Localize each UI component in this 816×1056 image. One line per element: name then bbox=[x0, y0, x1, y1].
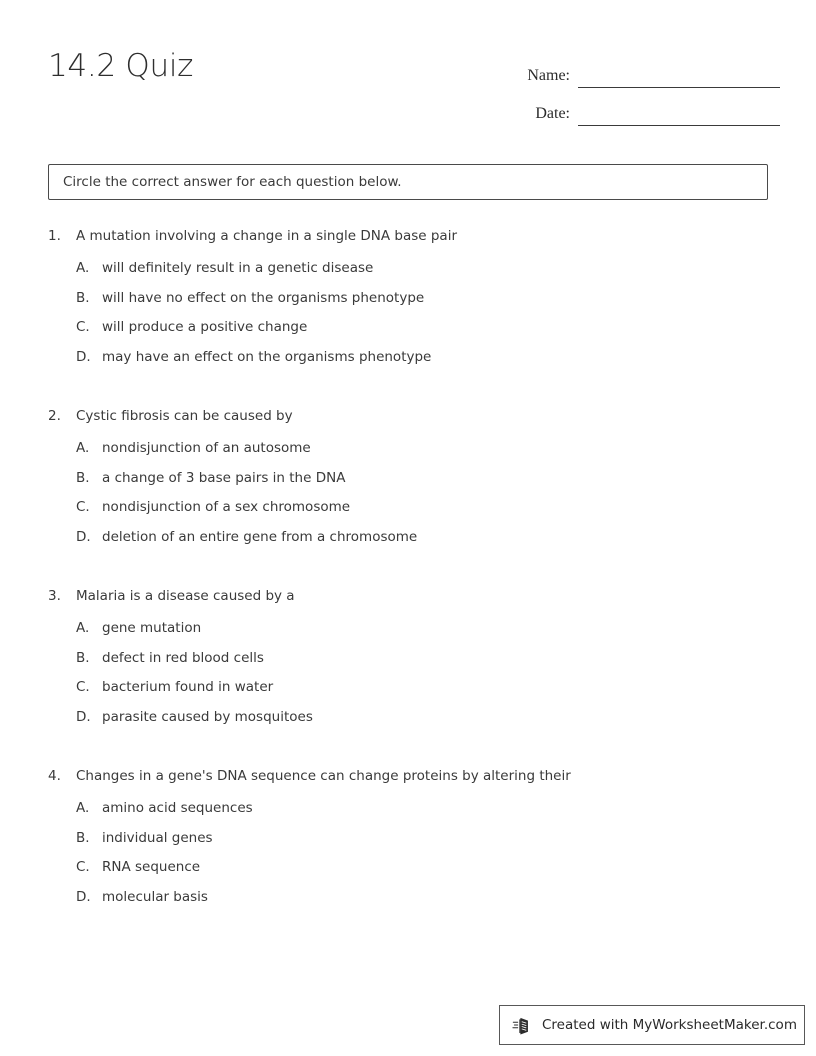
option-letter: C. bbox=[76, 679, 90, 695]
answer-options bbox=[0, 260, 816, 378]
answer-option[interactable] bbox=[76, 470, 816, 500]
name-field-label: Name: bbox=[527, 67, 570, 84]
date-field-label: Date: bbox=[535, 105, 570, 122]
answer-option[interactable] bbox=[76, 260, 816, 290]
option-letter: D. bbox=[76, 348, 91, 365]
answer-options bbox=[0, 440, 816, 558]
answer-option[interactable] bbox=[76, 319, 816, 349]
answer-option[interactable] bbox=[76, 499, 816, 529]
date-write-in-line[interactable] bbox=[578, 103, 780, 126]
option-letter: C. bbox=[76, 319, 90, 335]
answer-option[interactable] bbox=[76, 440, 816, 470]
question-text: A mutation involving a change in a single DNA base pair bbox=[76, 228, 458, 244]
question-heading bbox=[0, 588, 816, 604]
option-text: amino acid sequences bbox=[102, 800, 253, 816]
question-block bbox=[0, 588, 816, 738]
name-date-fields bbox=[500, 50, 780, 126]
option-text: defect in red blood cells bbox=[102, 649, 264, 666]
answer-option[interactable] bbox=[76, 889, 816, 919]
answer-option[interactable] bbox=[76, 650, 816, 680]
option-letter: A. bbox=[76, 440, 90, 456]
question-heading bbox=[0, 228, 816, 244]
answer-option[interactable] bbox=[76, 709, 816, 739]
answer-option[interactable] bbox=[76, 529, 816, 559]
question-number: 1. bbox=[48, 228, 61, 244]
option-letter: B. bbox=[76, 829, 90, 846]
option-text: deletion of an entire gene from a chromosome bbox=[102, 528, 418, 545]
answer-option[interactable] bbox=[76, 349, 816, 379]
answer-option[interactable] bbox=[76, 620, 816, 650]
question-heading bbox=[0, 408, 816, 424]
instruction-box bbox=[48, 164, 768, 200]
question-number: 4. bbox=[48, 768, 61, 784]
answer-options bbox=[0, 620, 816, 738]
created-with-badge[interactable] bbox=[499, 1005, 805, 1045]
option-text: parasite caused by mosquitoes bbox=[102, 708, 313, 725]
option-letter: B. bbox=[76, 289, 90, 306]
question-text: Changes in a gene's DNA sequence can change proteins by altering their bbox=[76, 768, 571, 784]
option-letter: C. bbox=[76, 859, 90, 875]
option-text: bacterium found in water bbox=[102, 679, 274, 695]
option-text: will produce a positive change bbox=[102, 319, 308, 335]
answer-option[interactable] bbox=[76, 830, 816, 860]
option-text: molecular basis bbox=[102, 888, 208, 905]
option-letter: D. bbox=[76, 528, 91, 545]
name-write-in-line[interactable] bbox=[578, 65, 780, 88]
option-text: will have no effect on the organisms phenotype bbox=[102, 289, 425, 306]
question-block bbox=[0, 768, 816, 918]
answer-option[interactable] bbox=[76, 800, 816, 830]
option-text: gene mutation bbox=[102, 620, 202, 636]
option-letter: A. bbox=[76, 260, 90, 276]
created-with-label: Created with MyWorksheetMaker.com bbox=[542, 1017, 797, 1033]
date-field-row bbox=[500, 88, 780, 126]
option-letter: A. bbox=[76, 620, 90, 636]
option-letter: B. bbox=[76, 469, 90, 486]
name-field-row bbox=[500, 50, 780, 88]
question-block bbox=[0, 228, 816, 378]
question-heading bbox=[0, 768, 816, 784]
questions-list bbox=[0, 228, 816, 948]
option-text: individual genes bbox=[102, 829, 213, 846]
option-text: may have an effect on the organisms phenotype bbox=[102, 348, 432, 365]
answer-option[interactable] bbox=[76, 290, 816, 320]
worksheet-maker-logo-icon bbox=[512, 1014, 534, 1036]
instruction-text: Circle the correct answer for each question below. bbox=[63, 174, 402, 190]
option-text: nondisjunction of an autosome bbox=[102, 440, 311, 456]
worksheet-header bbox=[0, 0, 816, 140]
question-block bbox=[0, 408, 816, 558]
option-letter: B. bbox=[76, 649, 90, 666]
question-text: Malaria is a disease caused by a bbox=[76, 588, 295, 604]
option-text: a change of 3 base pairs in the DNA bbox=[102, 469, 346, 486]
answer-option[interactable] bbox=[76, 679, 816, 709]
question-text: Cystic fibrosis can be caused by bbox=[76, 408, 293, 424]
question-number: 2. bbox=[48, 408, 61, 424]
answer-option[interactable] bbox=[76, 859, 816, 889]
page-title: 14.2 Quiz bbox=[48, 48, 194, 84]
option-letter: D. bbox=[76, 708, 91, 725]
option-text: RNA sequence bbox=[102, 859, 201, 875]
option-letter: A. bbox=[76, 800, 90, 816]
question-number: 3. bbox=[48, 588, 61, 604]
answer-options bbox=[0, 800, 816, 918]
option-text: nondisjunction of a sex chromosome bbox=[102, 499, 351, 515]
option-letter: D. bbox=[76, 888, 91, 905]
option-letter: C. bbox=[76, 499, 90, 515]
option-text: will definitely result in a genetic disease bbox=[102, 260, 374, 276]
